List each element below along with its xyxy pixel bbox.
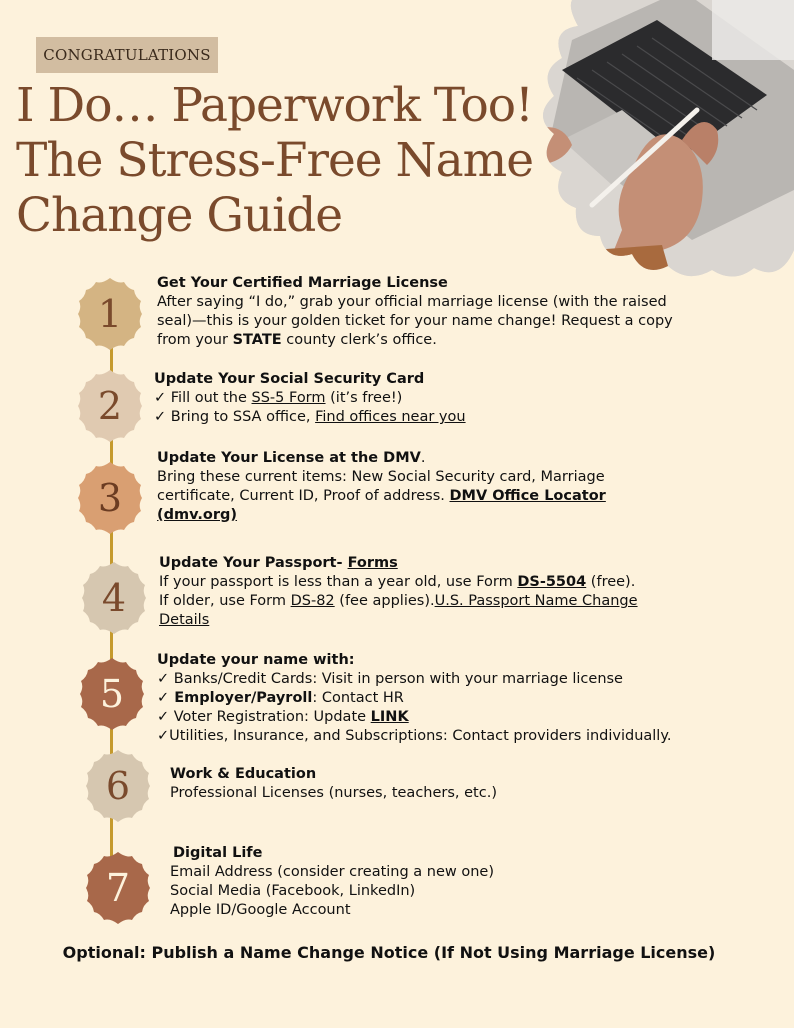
step-5-item-4-text: Utilities, Insurance, and Subscriptions: Contact providers individually. xyxy=(169,728,672,744)
checkmark-icon: ✓ xyxy=(157,709,170,725)
step-3-line-2 xyxy=(157,487,606,506)
step-3-line-3 xyxy=(157,506,606,525)
step-1-badge xyxy=(72,276,148,352)
title-line-3: Change Guide xyxy=(16,188,343,243)
step-2-item-1-text: Fill out the xyxy=(166,390,252,406)
step-5 xyxy=(157,651,671,746)
step-1-line-3 xyxy=(157,331,673,350)
step-3-line-2-text: certificate, Current ID, Proof of address. xyxy=(157,488,450,504)
step-6-badge xyxy=(80,748,156,824)
step-3-heading-period: . xyxy=(420,450,426,466)
step-5-item-2 xyxy=(157,689,671,708)
optional-notice: Optional: Publish a Name Change Notice (If Not Using Marriage License) xyxy=(62,943,716,962)
step-4-number: 4 xyxy=(101,576,127,620)
checkmark-icon: ✓ xyxy=(157,671,170,687)
step-4-line-2-mid: (fee applies). xyxy=(334,593,435,609)
step-7-badge xyxy=(80,850,156,926)
step-7-line-1: Email Address (consider creating a new one) xyxy=(170,864,495,880)
step-2-heading: Update Your Social Security Card xyxy=(154,371,425,387)
step-5-number: 5 xyxy=(99,672,125,716)
voter-registration-link[interactable]: LINK xyxy=(370,709,409,725)
page-title xyxy=(16,78,556,243)
step-4-badge xyxy=(76,560,152,636)
step-5-item-4 xyxy=(157,727,671,746)
step-4-line-1 xyxy=(159,573,638,592)
checkmark-icon: ✓ xyxy=(157,690,170,706)
step-6-number: 6 xyxy=(105,764,131,808)
step-4-line-1-text: If your passport is less than a year old, use Form xyxy=(159,574,518,590)
dmv-office-locator-link[interactable]: DMV Office Locator xyxy=(449,488,606,504)
step-4-line-3 xyxy=(159,611,638,630)
step-5-item-3 xyxy=(157,708,671,727)
step-7-number: 7 xyxy=(105,866,131,910)
step-4 xyxy=(159,554,638,630)
dmv-org-link[interactable]: (dmv.org) xyxy=(157,507,238,523)
ds-5504-link[interactable]: DS-5504 xyxy=(517,574,587,590)
step-4-heading-text: Update Your Passport- xyxy=(159,555,348,571)
step-2 xyxy=(154,370,466,427)
step-2-item-2 xyxy=(154,408,466,427)
step-7 xyxy=(170,844,494,920)
find-offices-link[interactable]: Find offices near you xyxy=(315,409,466,425)
step-5-item-2-text: : Contact HR xyxy=(312,690,404,706)
step-2-badge xyxy=(72,368,148,444)
step-4-line-2-text: If older, use Form xyxy=(159,593,291,609)
step-7-line-2: Social Media (Facebook, LinkedIn) xyxy=(170,883,416,899)
step-1-line-3-text: from your xyxy=(157,332,233,348)
passport-forms-link[interactable]: Forms xyxy=(347,555,398,571)
step-1-line-2: seal)—this is your golden ticket for your name change! Request a copy xyxy=(157,313,673,329)
title-line-1: I Do… Paperwork Too! xyxy=(16,78,533,133)
step-1-line-1: After saying “I do,” grab your official marriage license (with the raised xyxy=(157,294,667,310)
step-5-item-2-bold: Employer/Payroll xyxy=(169,690,313,706)
step-5-item-1 xyxy=(157,670,671,689)
step-6-line-1: Professional Licenses (nurses, teachers, etc.) xyxy=(170,785,497,801)
step-3-badge xyxy=(72,460,148,536)
step-1-line-3-end: county clerk’s office. xyxy=(281,332,437,348)
step-4-line-1-end: (free). xyxy=(586,574,636,590)
step-5-item-1-text: Banks/Credit Cards: Visit in person with your marriage license xyxy=(169,671,623,687)
step-7-line-3: Apple ID/Google Account xyxy=(170,902,351,918)
step-2-item-2-text: Bring to SSA office, xyxy=(166,409,316,425)
step-2-item-1-end: (it’s free!) xyxy=(325,390,403,406)
passport-name-change-link[interactable]: U.S. Passport Name Change xyxy=(434,593,638,609)
step-7-heading: Digital Life xyxy=(173,845,263,861)
step-3-heading-text: Update Your License at the DMV xyxy=(157,450,421,466)
step-4-line-2 xyxy=(159,592,638,611)
checkmark-icon: ✓ xyxy=(154,409,167,425)
step-6-heading: Work & Education xyxy=(170,766,317,782)
laptop-photo xyxy=(532,0,794,280)
step-3-number: 3 xyxy=(97,476,123,520)
step-6 xyxy=(170,765,497,803)
step-2-number: 2 xyxy=(97,384,123,428)
step-3-line-1: Bring these current items: New Social Security card, Marriage xyxy=(157,469,605,485)
step-5-heading: Update your name with: xyxy=(157,652,355,668)
passport-details-link[interactable]: Details xyxy=(159,612,210,628)
step-1-number: 1 xyxy=(97,292,123,336)
checkmark-icon: ✓ xyxy=(154,390,167,406)
step-1 xyxy=(157,274,673,350)
ds-82-link[interactable]: DS-82 xyxy=(290,593,335,609)
state-placeholder: STATE xyxy=(232,332,282,348)
step-5-item-3-text: Voter Registration: Update xyxy=(169,709,371,725)
step-2-item-1 xyxy=(154,389,466,408)
step-4-heading xyxy=(159,554,638,573)
title-line-2: The Stress-Free Name xyxy=(16,133,534,188)
ss5-form-link[interactable]: SS-5 Form xyxy=(251,390,326,406)
step-5-badge xyxy=(74,656,150,732)
congratulations-banner: CONGRATULATIONS xyxy=(36,37,218,73)
step-1-heading: Get Your Certified Marriage License xyxy=(157,275,448,291)
step-3-heading xyxy=(157,449,606,468)
checkmark-icon: ✓ xyxy=(157,728,170,744)
step-3 xyxy=(157,449,606,525)
